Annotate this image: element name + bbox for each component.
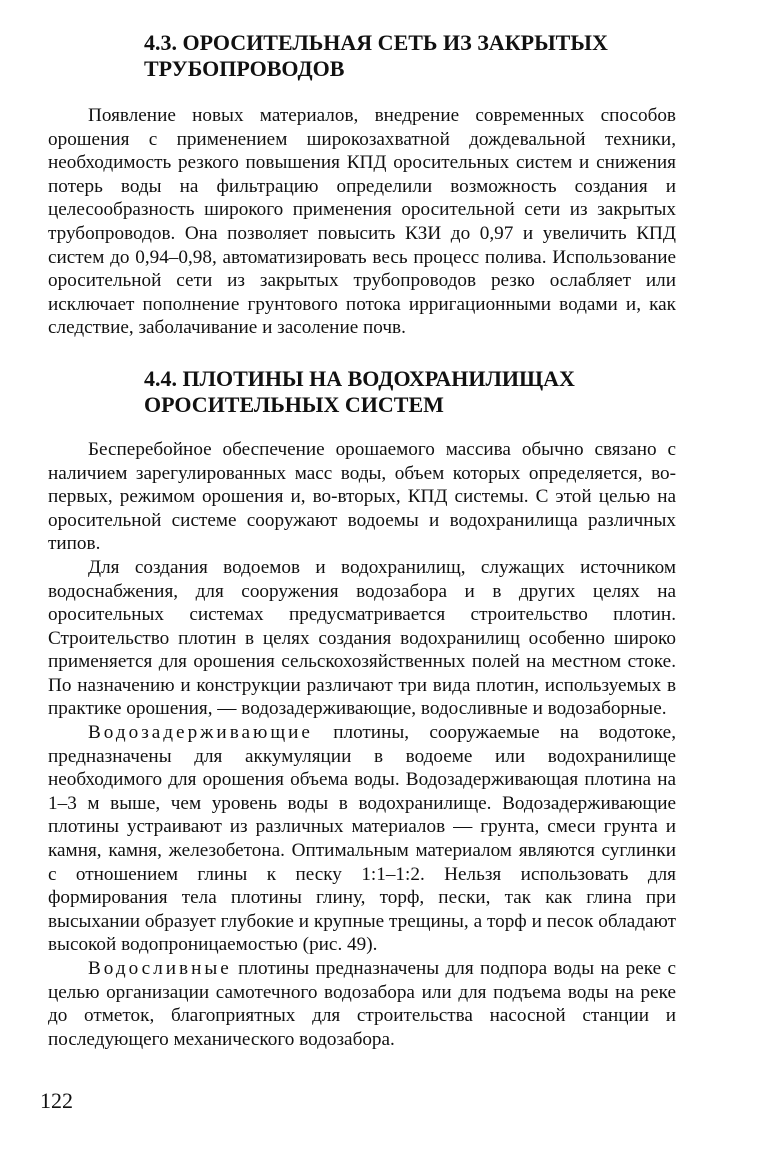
book-page xyxy=(48,30,676,1051)
section-heading-4-3: 4.3. ОРОСИТЕЛЬНАЯ СЕТЬ ИЗ ЗАКРЫТЫХ ТРУБОПРОВОДОВ xyxy=(144,30,608,81)
paragraph-water-supply: Бесперебойное обеспечение орошаемого массива обычно связано с наличием зарегулированных масс воды, объем которых определяется, во-первых, режимом орошения и, во-вторых, КПД системы. С этой целью на оросительной системе сооружают водоемы и водохранилища различных типов. xyxy=(48,438,676,555)
paragraph-retaining-dams xyxy=(48,721,676,957)
paragraph-retaining-dams-text: плотины, сооружаемые на водотоке, предназначены для аккумуляции в водоеме или водохранилище необходимого для орошения объема воды. Водозадерживающая плотина на 1–3 м выше, чем уровень воды в водохранилище. Водозадерживающие плотины устраивают из различных материалов — грунта, смеси грунта и камня, камня, железобетона. Оптимальным материалом являются суглинки с отношением глины к песку 1:1–1:2. Нельзя использовать для формирования тела плотины глину, торф, пески, так как глина при высыхании образует глубокие и крупные трещины, а торф и песок обладают высокой водопроницаемостью (рис. 49). xyxy=(48,722,676,956)
paragraph-spillway-dams-text: плотины предназначены для подпора воды на реке с целью организации самотечного водозабора или для подъема воды на реке до отметок, благоприятных для строительства насосной станции и последующего механического водозабора. xyxy=(48,958,676,1050)
paragraph-closed-pipeline-network: Появление новых материалов, внедрение современных способов орошения с применением широкозахватной дождевальной техники, необходимость резкого повышения КПД оросительных систем и снижения потерь воды на фильтрацию определили возможность создания и целесообразность широкого применения оросительной сети из закрытых трубопроводов. Она позволяет повысить КЗИ до 0,97 и увеличить КПД систем до 0,94–0,98, автоматизировать весь процесс полива. Использование оросительной сети из закрытых трубопроводов резко ослабляет или исключает пополнение грунтового потока ирригационными водами и, как следствие, заболачивание и засоление почв. xyxy=(48,105,676,339)
paragraph-dam-types: Для создания водоемов и водохранилищ, служащих источником водоснабжения, для сооружения водозабора и в других целях на оросительных системах предусматривается строительство плотин. Строительство плотин в целях создания водохранилищ особенно широко применяется для орошения сельскохозяйственных полей на местном стоке. По назначению и конструкции различают три вида плотин, используемых в практике орошения, — водозадерживающие, водосливные и водозаборные. xyxy=(48,556,676,720)
section-heading-4-4: 4.4. ПЛОТИНЫ НА ВОДОХРАНИЛИЩАХ ОРОСИТЕЛЬНЫХ СИСТЕМ xyxy=(144,365,575,417)
page-number: 122 xyxy=(40,1088,73,1113)
paragraph-spillway-dams xyxy=(48,957,676,1051)
term-retaining-dams: Водозадерживающие xyxy=(88,722,313,744)
term-spillway-dams: Водосливные xyxy=(88,958,232,979)
